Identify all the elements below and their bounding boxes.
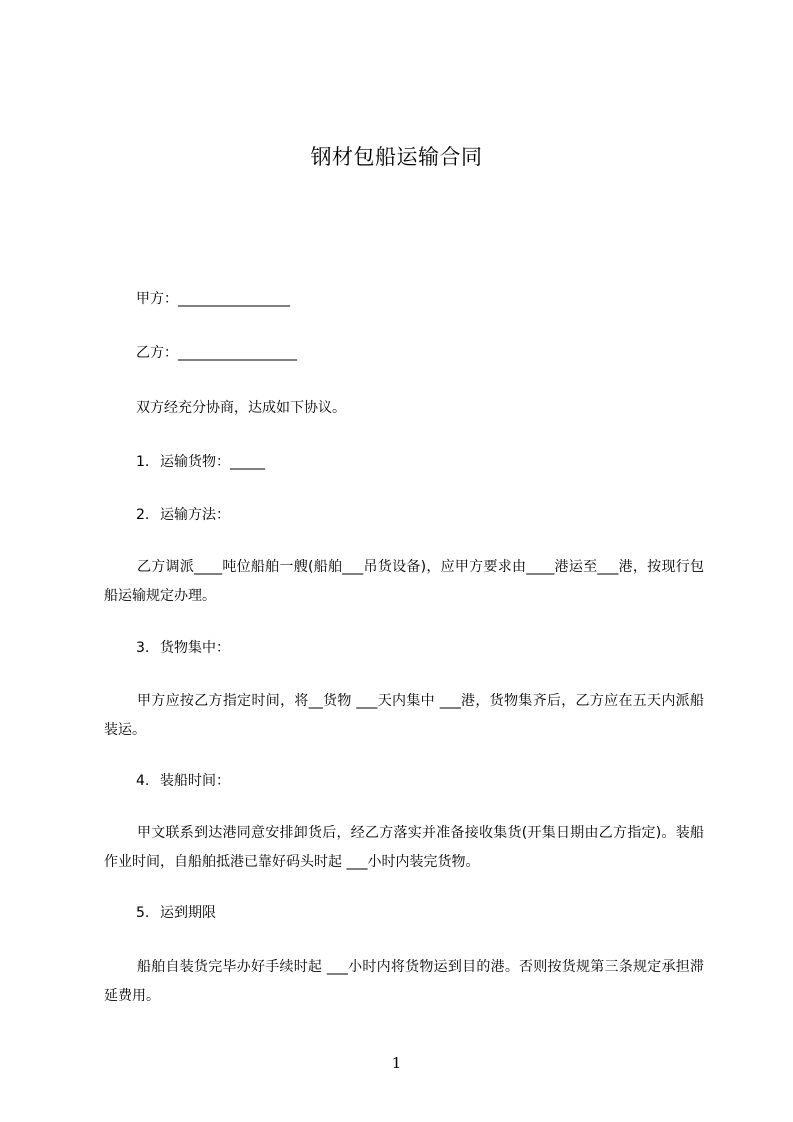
page-number: 1 (391, 1054, 402, 1072)
section-2-body: 乙方调派____吨位船舶一艘(船舶___吊货设备)，应甲方要求由____港运至___港，按现行包船运输规定办理。 (104, 559, 704, 604)
section-2-heading (136, 502, 230, 529)
party-a-line: 甲方：________________ (136, 291, 290, 307)
document-title: 钢材包船运输合同 (310, 145, 483, 169)
intro-text: 双方经充分协商，达成如下协议。 (136, 400, 346, 416)
section-5-number: 5. (136, 905, 150, 921)
section-3-heading (136, 635, 230, 662)
section-5-body: 船舶自装货完毕办好手续时起 ___小时内将货物运到目的港。否则按货规第三条规定承担滞延费用。 (104, 959, 704, 1004)
section-2-number: 2. (136, 507, 150, 523)
section-4-title: 装船时间： (160, 773, 230, 789)
section-1-title: 运输货物：_____ (160, 454, 265, 470)
section-4-heading (136, 768, 230, 795)
section-1-number: 1. (136, 454, 150, 470)
section-3-body: 甲方应按乙方指定时间，将__货物 ___天内集中 ___港，货物集齐后，乙方应在五天内派船装运。 (104, 693, 704, 738)
section-5-title: 运到期限 (160, 905, 216, 921)
section-2-title: 运输方法： (160, 507, 230, 523)
party-b-line: 乙方：_________________ (136, 345, 297, 361)
section-3-number: 3. (136, 640, 150, 656)
section-4-number: 4. (136, 773, 150, 789)
section-1-heading (136, 449, 265, 476)
section-4-body: 甲文联系到达港同意安排卸货后，经乙方落实并准备接收集货(开集日期由乙方指定)。装船作业时间，自船舶抵港已靠好码头时起 ___小时内装完货物。 (104, 825, 704, 870)
section-5-heading (136, 900, 216, 927)
section-3-title: 货物集中： (160, 640, 230, 656)
